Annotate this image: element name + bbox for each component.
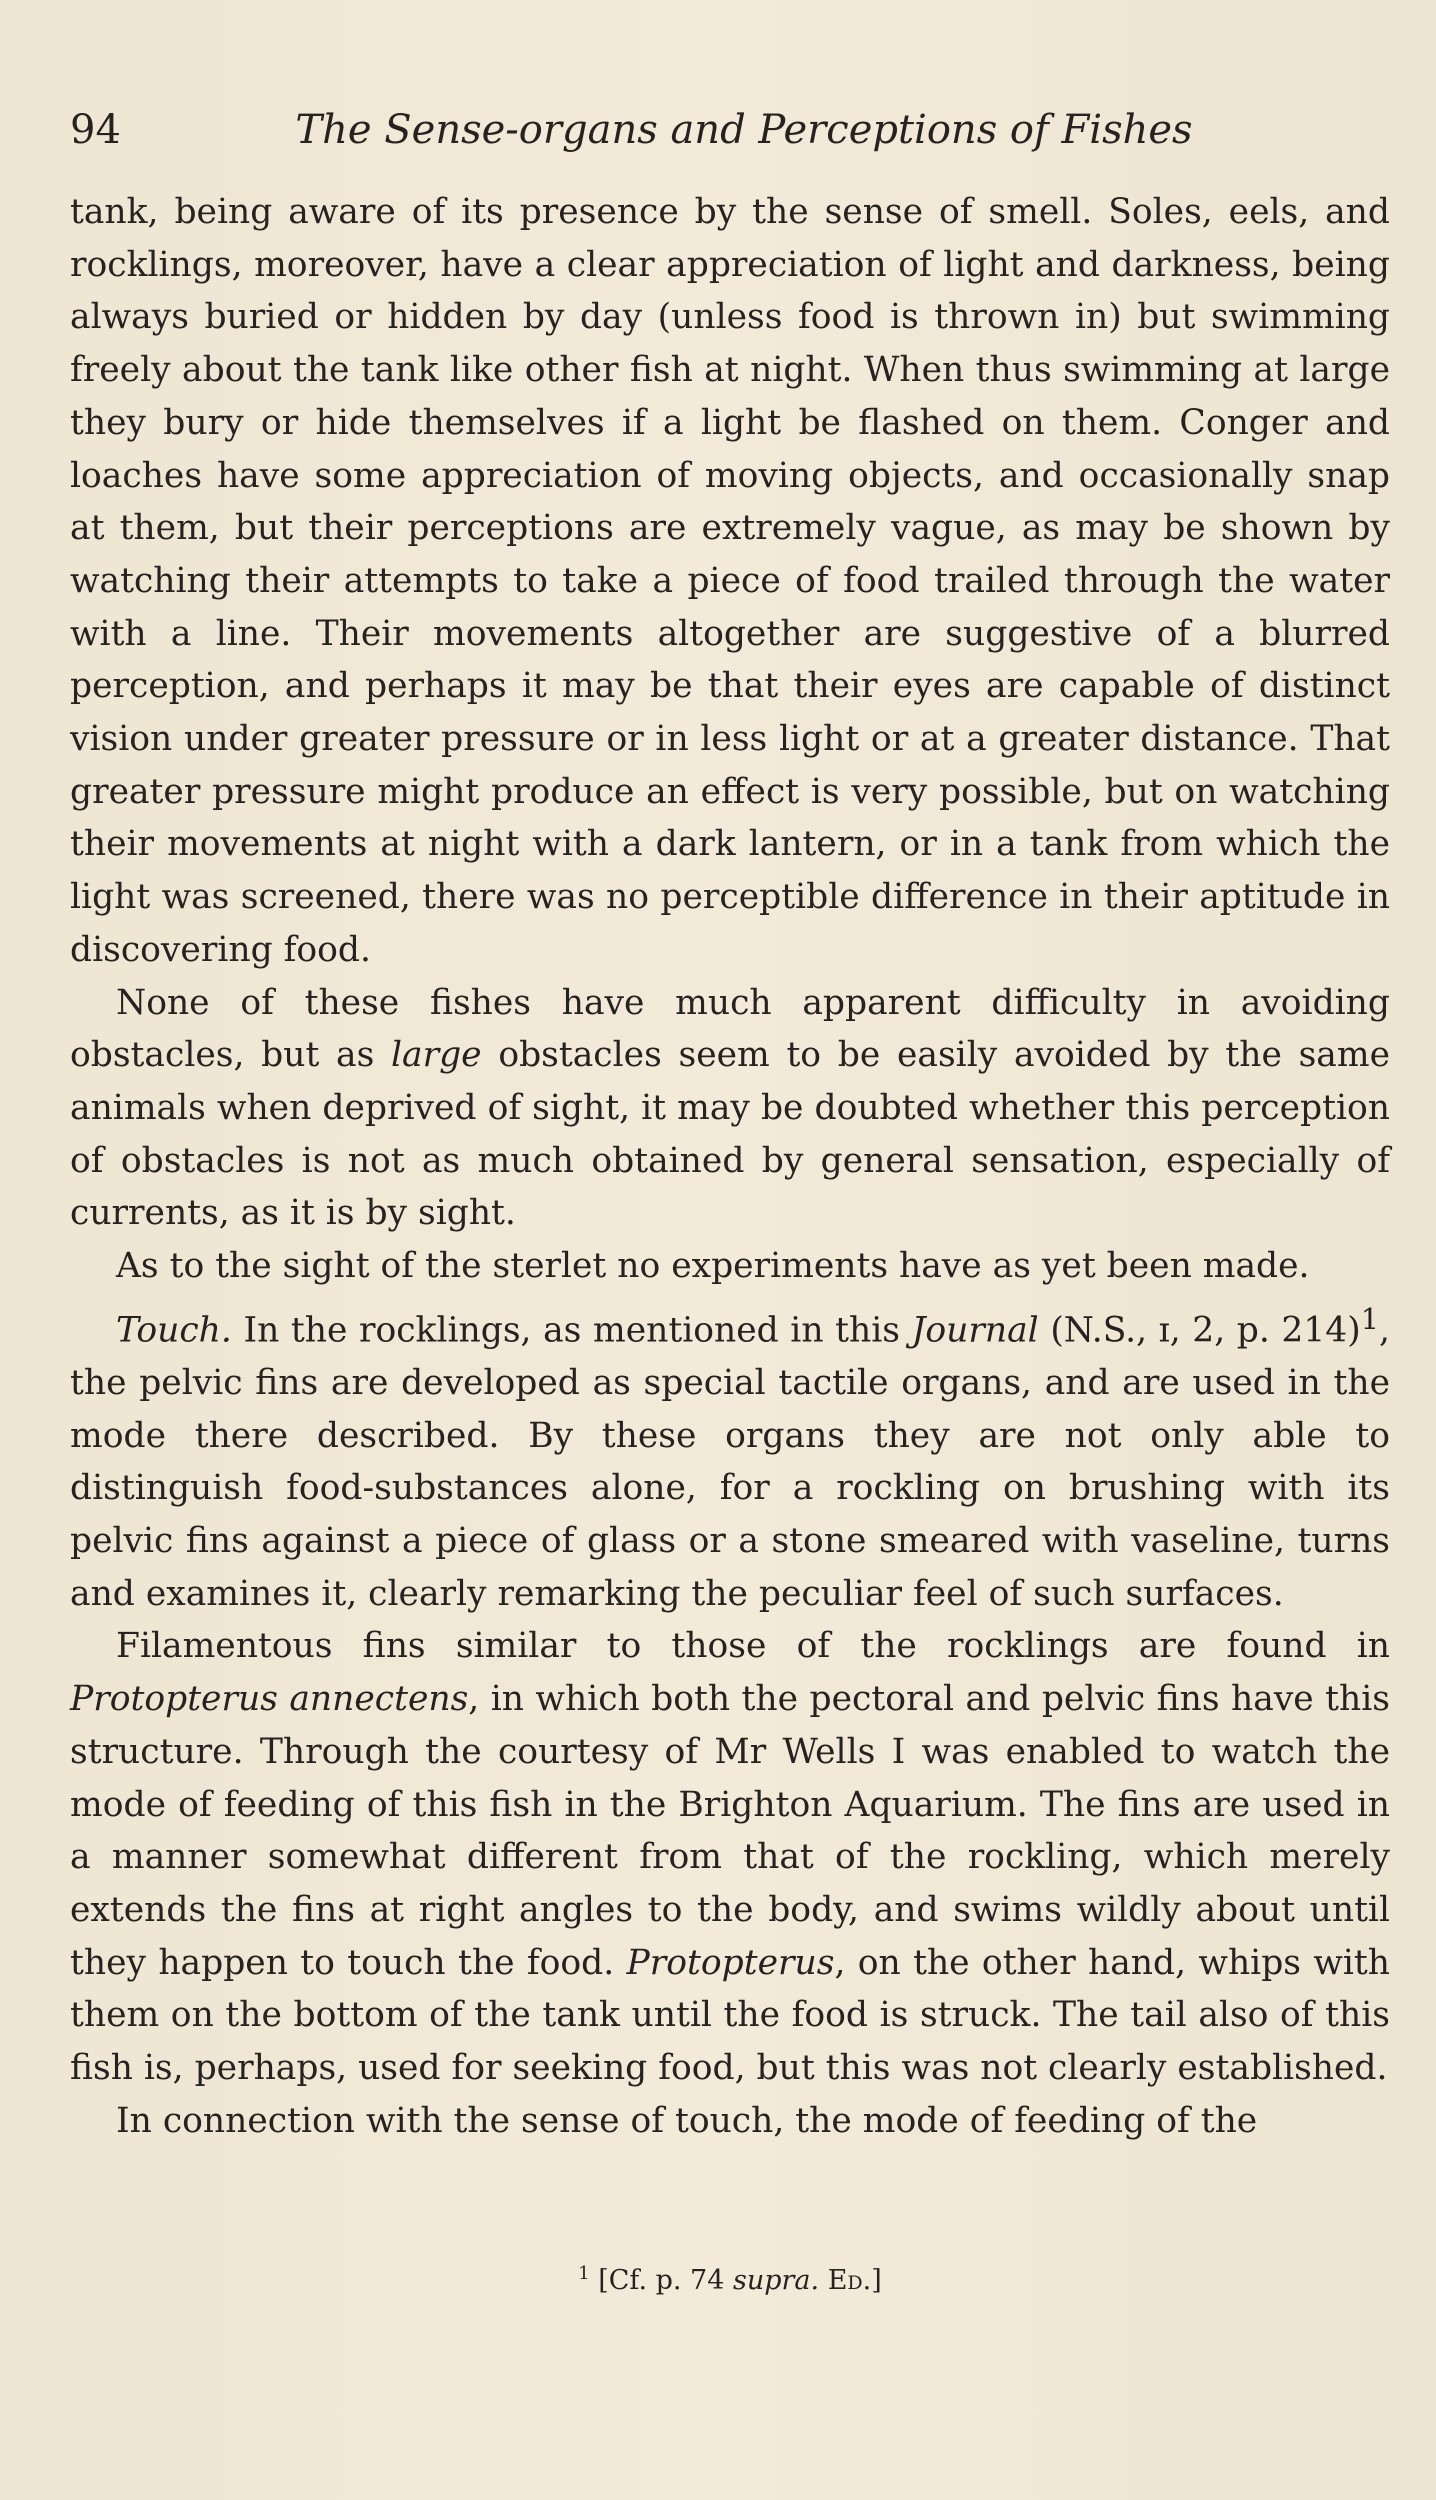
footnote <box>70 2254 1390 2301</box>
section-label-touch: Touch. <box>116 1310 232 1351</box>
footnote-text: [Cf. p. 74 <box>589 2265 733 2296</box>
paragraph-text: As to the sight of the sterlet no experiments have as yet been made. <box>116 1246 1310 1287</box>
journal-title: Journal <box>911 1310 1039 1351</box>
genus-name: Protopterus <box>626 1942 835 1983</box>
paragraph-touch <box>70 1293 1390 1621</box>
paragraph-text: In the rocklings, as mentioned in this <box>231 1310 912 1351</box>
paragraph-text: obstacles seem to be easily avoided by the same animals when deprived of sight, it may be doubted whether this perception of obstacles is not as much obtained by general sensation, especially of currents, as it is by sight. <box>70 1035 1390 1234</box>
paragraph-protopterus <box>70 1620 1390 2094</box>
paragraph-text: In connection with the sense of touch, the mode of feeding of the <box>116 2100 1258 2141</box>
species-name: Protopterus annectens <box>70 1679 469 1720</box>
paragraph-text: None of these fishes have much apparent difficulty in avoiding obstacles, but as <box>70 982 1390 1076</box>
footnote-text: ] <box>871 2265 882 2296</box>
body-text <box>70 186 1390 2148</box>
paragraph-text: tank, being aware of its presence by the sense of smell. Soles, eels, and rocklings, moreover, have a clear appreciation of light and darkness, being always buried or hidden by day (unless food is thrown in) but swimming freely about the tank like other fish at night. When thus swimming at large they bury or hide themselves if a light be flashed on them. Conger and loaches have some appreciation of moving objects, and occasionally snap at them, but their perceptions are extremely vague, as may be shown by watching their attempts to take a piece of food trailed through the water with a line. Their movements altogether are suggestive of a blurred perception, and perhaps it may be that their eyes are capable of distinct vision under greater pressure or in less light or at a greater distance. That greater pressure might produce an effect is very possible, but on watching their movements at night with a dark lantern, or in a tank from which the light was screened, there was no perceptible difference in their aptitude in discovering food. <box>70 192 1390 970</box>
emphasis-large: large <box>391 1035 482 1076</box>
footnote-text <box>819 2265 828 2296</box>
paragraph-text: , on the other hand, whips with them on the bottom of the tank until the food is struck. The tail also of this fish is, perhaps, used for seeking food, but this was not clearly established. <box>70 1942 1390 2089</box>
paragraph-text: , in which both the pectoral and pelvic fins have this structure. Through the courtesy of Mr Wells I was enabled to watch the mode of feeding of this fish in the Brighton Aquarium. The fins are used in a manner somewhat different from that of the rockling, which merely extends the fins at right angles to the body, and swims wildly about until they happen to touch the food. <box>70 1679 1390 1983</box>
paragraph-text: , the pelvic fins are developed as special tactile organs, and are used in the mode there described. By these organs they are not only able to distinguish food-substances alone, for a rockling on brushing with its pelvic fins against a piece of glass or a stone smeared with vaseline, turns and examines it, clearly remarking the peculiar feel of such surfaces. <box>70 1310 1390 1614</box>
paragraph-obstacles <box>70 977 1390 1241</box>
footnote-editor: Ed. <box>827 2265 872 2296</box>
footnote-marker: 1 <box>578 2263 590 2284</box>
paragraph-feeding <box>70 2095 1390 2148</box>
running-head <box>70 100 1390 160</box>
footnote-ref[interactable]: 1 <box>1360 1301 1380 1336</box>
footnote-italic: supra. <box>733 2265 820 2296</box>
page-number: 94 <box>70 107 121 153</box>
paragraph-continued <box>70 186 1390 977</box>
paragraph-text: (N.S., ɪ, 2, p. 214) <box>1038 1310 1361 1351</box>
paragraph-sterlet <box>70 1240 1390 1293</box>
paragraph-text: Filamentous fins similar to those of the rocklings are found in <box>116 1626 1390 1667</box>
running-title: The Sense-organs and Perceptions of Fishes <box>295 107 1193 153</box>
